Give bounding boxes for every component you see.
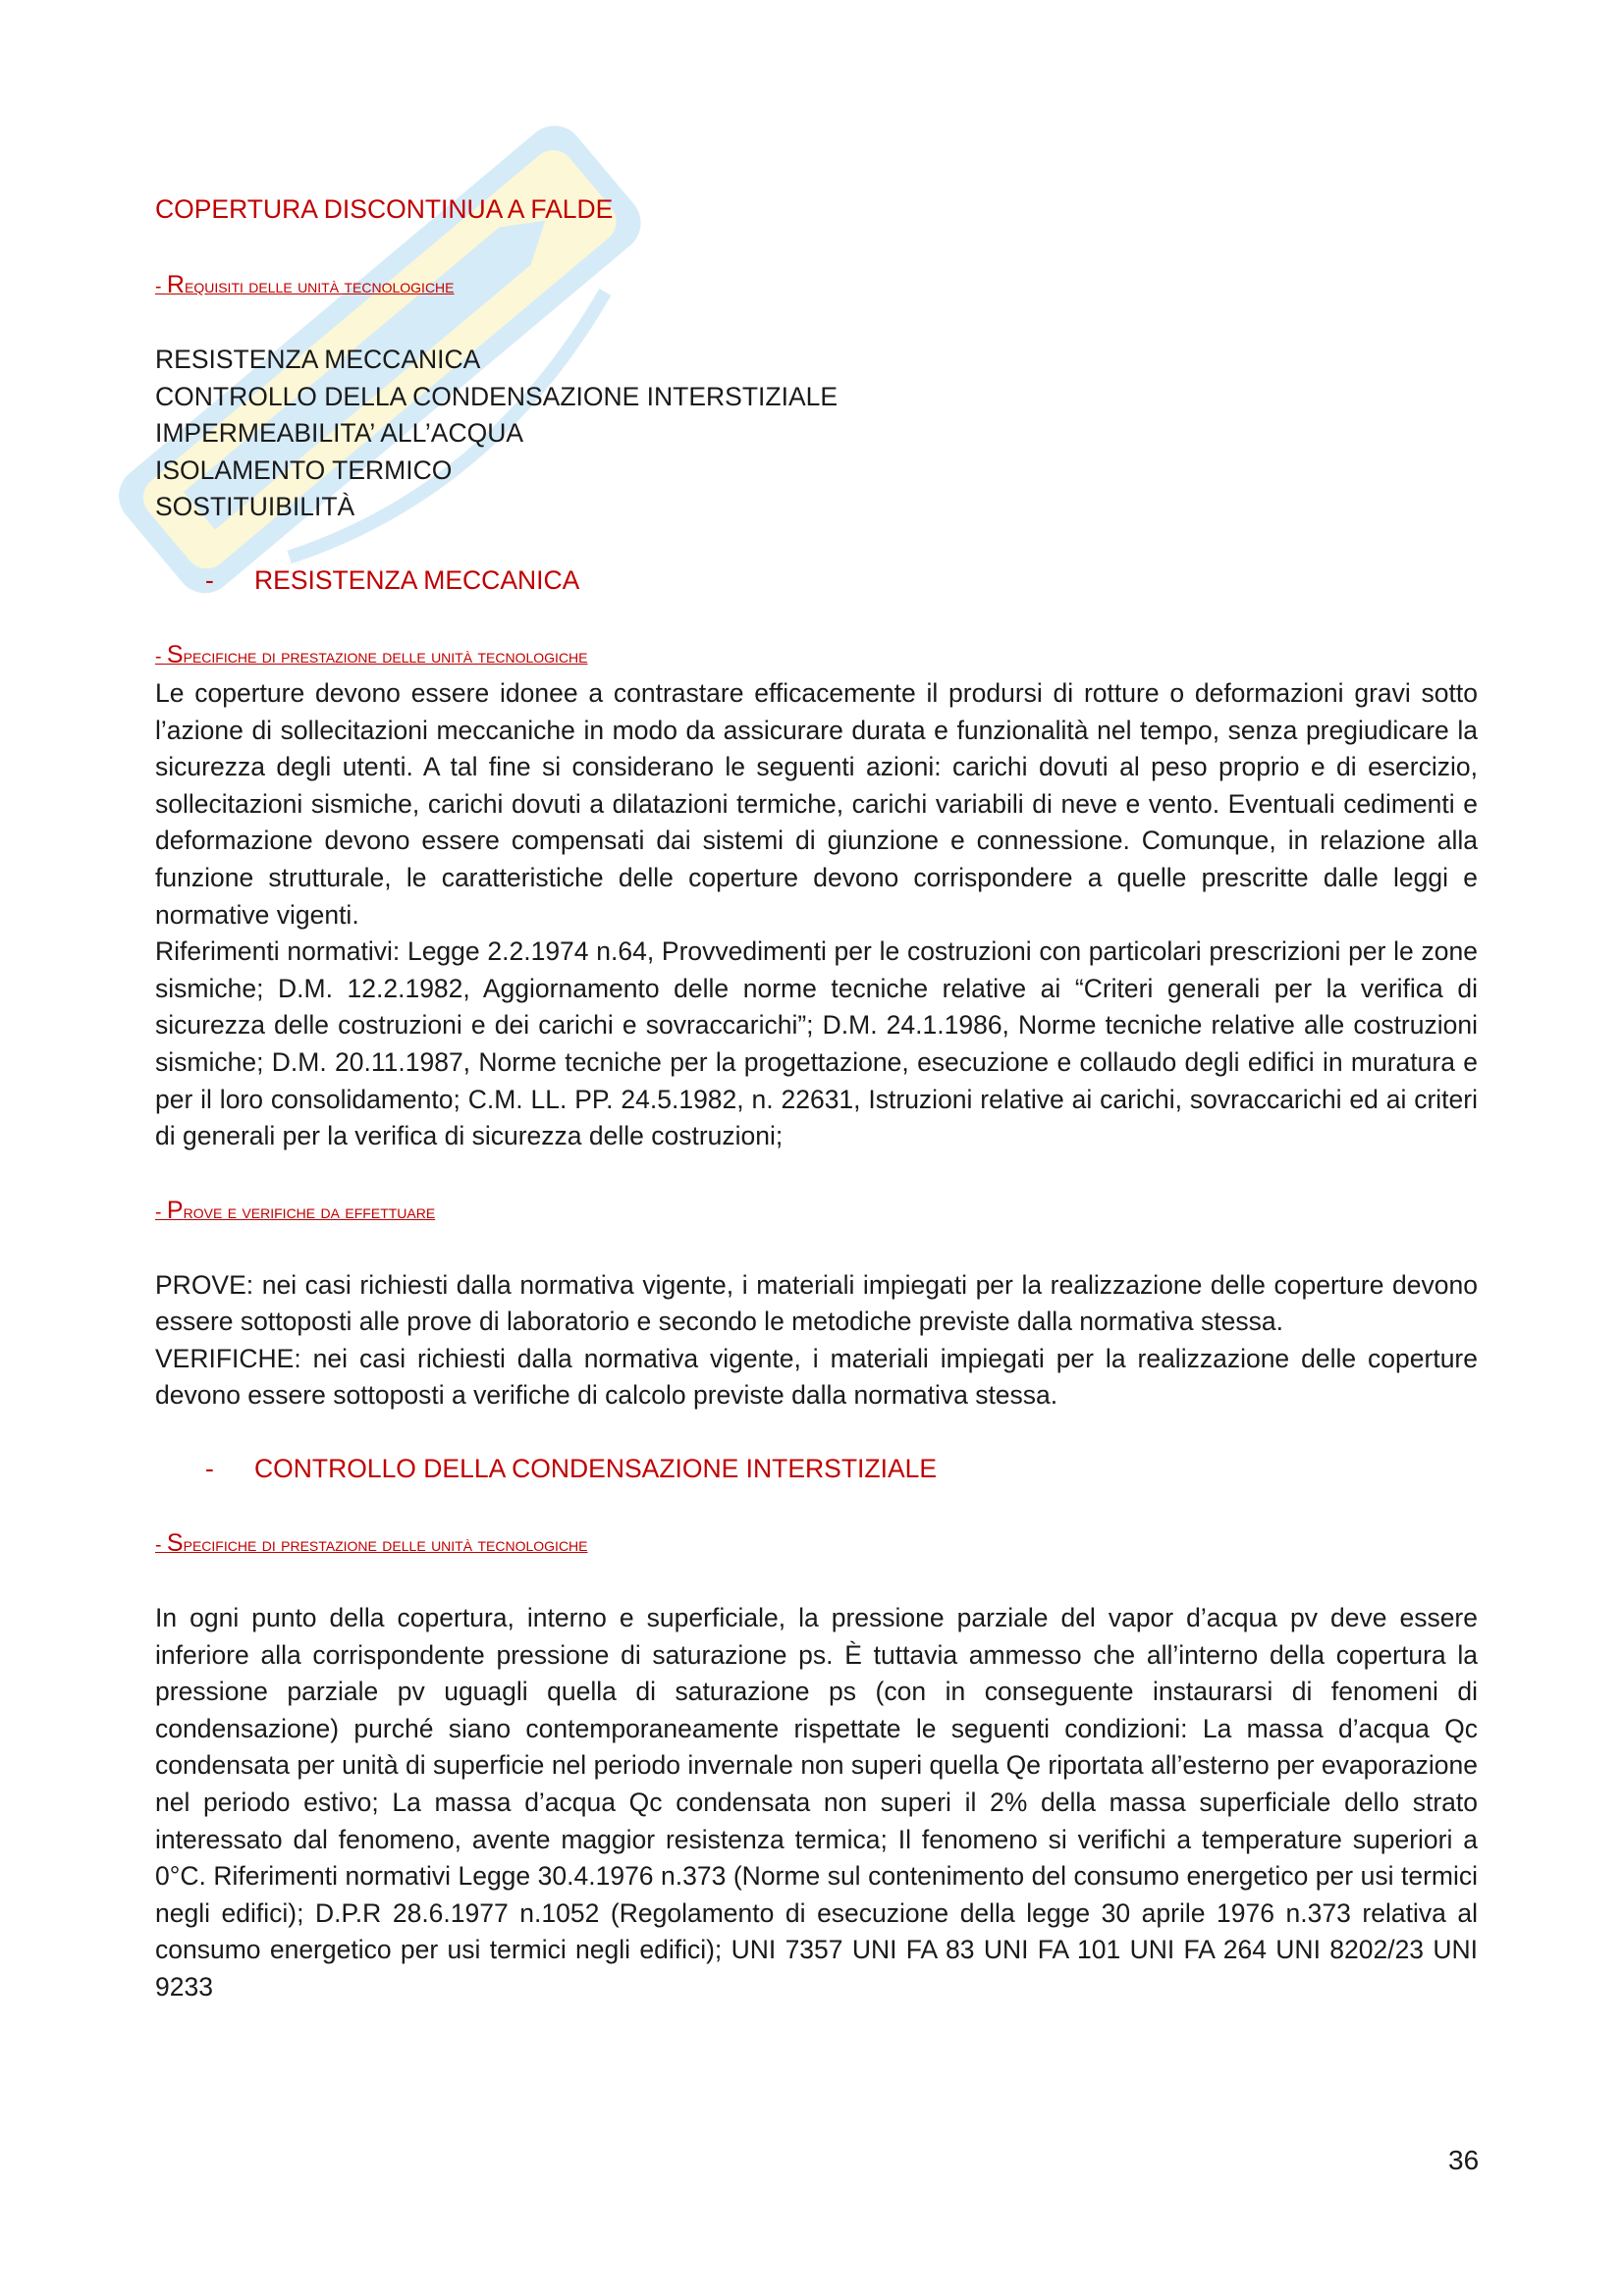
- list-item: ISOLAMENTO TERMICO: [155, 454, 453, 485]
- bullet-heading-condensazione: - CONTROLLO DELLA CONDENSAZIONE INTERSTIZIALE: [205, 1454, 938, 1484]
- bullet-heading-resistenza: - RESISTENZA MECCANICA: [205, 564, 580, 595]
- paragraph-verifiche: VERIFICHE: nei casi richiesti dalla normativa vigente, i materiali impiegati per la realizzazione delle coperture devono essere sottoposti a verifiche di calcolo previste dalla normativa stessa.: [155, 1343, 1478, 1411]
- list-item: SOSTITUIBILITÀ: [155, 492, 355, 522]
- paragraph-resistenza: Le coperture devono essere idonee a contrastare efficacemente il prodursi di rotture o deformazioni gravi sotto l’azione di sollecitazioni meccaniche in modo da assicurare durata e funzionalità nel tempo, senza pregiudicare la sicurezza degli utenti. A tal fine si considerano le seguenti azioni: carichi dovuti al peso proprio e di esercizio, sollecitazioni sismiche, carichi dovuti a dilatazioni termiche, carichi variabili di neve e vento. Eventuali cedimenti e deformazione devono essere compensati dai sistemi di giunzione e connessione. Comunque, in relazione alla funzione strutturale, le caratteristiche delle coperture devono corrispondere a quelle prescritte dalle leggi e normative vigenti.: [155, 677, 1478, 930]
- list-item: RESISTENZA MECCANICA: [155, 345, 481, 374]
- paragraph-prove: PROVE: nei casi richiesti dalla normativa vigente, i materiali impiegati per la realizzazione delle coperture devono essere sottoposti alle prove di laboratorio e secondo le metodiche previste dalla normativa stessa.: [155, 1269, 1478, 1337]
- paragraph-riferimenti: Riferimenti normativi: Legge 2.2.1974 n.64, Provvedimenti per le costruzioni con particolari prescrizioni per le zone sismiche; D.M. 12.2.1982, Aggiornamento delle norme tecniche relative ai “Criteri generali per la verifica di sicurezza delle costruzioni e dei carichi e sovraccarichi”; D.M. 24.1.1986, Norme tecniche relative alle costruzioni sismiche; D.M. 20.11.1987, Norme tecniche per la progettazione, esecuzione e collaudo degli edifici in muratura e per il loro consolidamento; C.M. LL. PP. 24.5.1982, n. 22631, Istruzioni relative ai carichi, sovraccarichi ed ai criteri di generali per la verifica di sicurezza delle costruzioni;: [155, 936, 1478, 1151]
- section-heading-specifiche: - Specifiche di prestazione delle unità tecnologiche: [155, 640, 588, 668]
- document-page: [155, 191, 1478, 2006]
- section-heading-specifiche-2: - Specifiche di prestazione delle unità tecnologiche: [155, 1529, 588, 1558]
- list-item: IMPERMEABILITA’ ALL’ACQUA: [155, 418, 524, 449]
- paragraph-condensazione: In ogni punto della copertura, interno e superficiale, la pressione parziale del vapor d’acqua pv deve essere inferiore alla corrispondente pressione di saturazione ps. È tuttavia ammesso che all’interno della copertura la pressione parziale pv uguagli quella di saturazione ps (con in conseguente instaurarsi di fenomeni di condensazione) purché siano contemporaneamente rispettate le seguenti condizioni: La massa d’acqua Qc condensata per unità di superficie nel periodo invernale non superi quella Qe riportata all’esterno per evaporazione nel periodo estivo; La massa d’acqua Qc condensata non superi il 2% della massa superficiale dello strato interessato dal fenomeno, avente maggior resistenza termica; Il fenomeno si verifichi a temperature superiori a 0°C. Riferimenti normativi Legge 30.4.1976 n.373 (Norme sul contenimento del consumo energetico per usi termici negli edifici); D.P.R 28.6.1977 n.1052 (Regolamento di esecuzione della legge 30 aprile 1976 n.373 relativa al consumo energetico per usi termici negli edifici); UNI 7357 UNI FA 83 UNI FA 101 UNI FA 264 UNI 8202/23 UNI 9233: [155, 1603, 1478, 2002]
- document-title: COPERTURA DISCONTINUA A FALDE: [155, 194, 614, 224]
- list-item: CONTROLLO DELLA CONDENSAZIONE INTERSTIZIALE: [155, 381, 839, 411]
- section-heading-requisiti: - Requisiti delle unità tecnologiche: [155, 271, 455, 298]
- page-number: 36: [1448, 2145, 1480, 2175]
- requirements-list: [155, 342, 1478, 526]
- section-heading-prove: - Prove e verifiche da effettuare: [155, 1196, 436, 1224]
